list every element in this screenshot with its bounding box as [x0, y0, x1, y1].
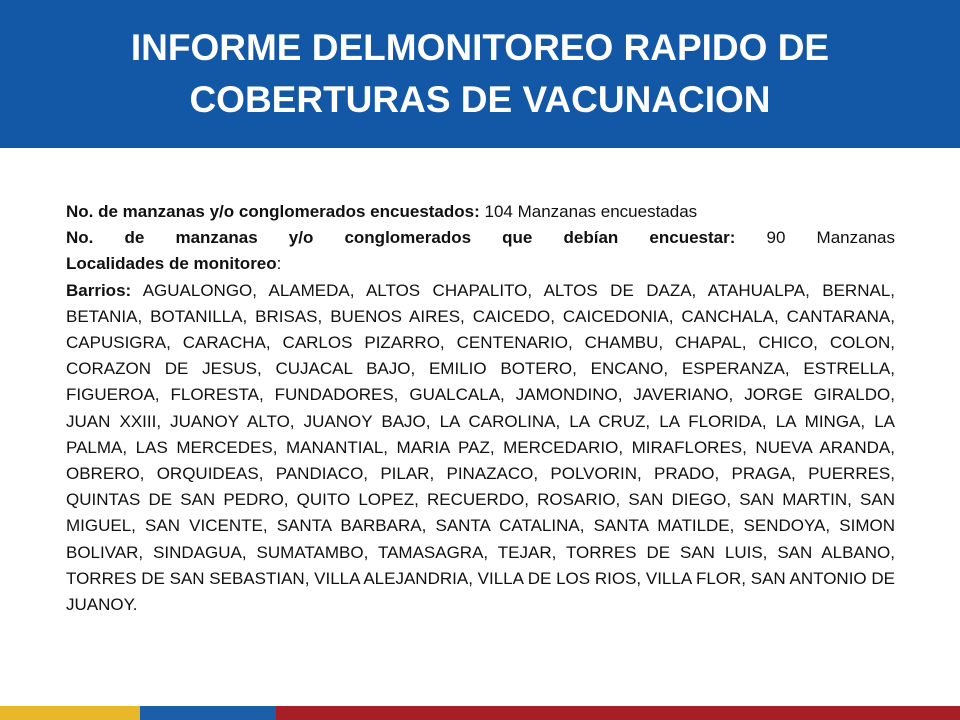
required-blocks-line	[66, 225, 895, 251]
footer-yellow-segment	[0, 706, 140, 720]
surveyed-blocks-label: No. de manzanas y/o conglomerados encuestados:	[66, 202, 480, 221]
localities-colon: :	[276, 254, 282, 274]
surveyed-blocks-value: 104 Manzanas encuestadas	[484, 202, 698, 221]
barrios-paragraph	[66, 278, 895, 619]
localities-label: Localidades de monitoreo	[66, 254, 277, 274]
footer-red-segment	[276, 706, 960, 720]
report-body	[66, 199, 895, 618]
required-blocks-value: 90 Manzanas	[766, 228, 895, 248]
required-blocks-label: No. de manzanas y/o conglomerados que debían encuestar:	[66, 228, 736, 248]
barrios-list: AGUALONGO, ALAMEDA, ALTOS CHAPALITO, ALTOS DE DAZA, ATAHUALPA, BERNAL, BETANIA, BOTANILLA, BRISAS, BUENOS AIRES, CAICEDO, CAICEDONIA, CANCHALA, CANTARANA, CAPUSIGRA, CARACHA, CARLOS PIZARRO, CENTENARIO, CHAMBU, CHAPAL, CHICO, COLON, CORAZON DE JESUS, CUJACAL BAJO, EMILIO BOTERO, ENCANO, ESPERANZA, ESTRELLA, FIGUEROA, FLORESTA, FUNDADORES, GUALCALA, JAMONDINO, JAVERIANO, JORGE GIRALDO, JUAN XXIII, JUANOY ALTO, JUANOY BAJO, LA CAROLINA, LA CRUZ, LA FLORIDA, LA MINGA, LA PALMA, LAS MERCEDES, MANANTIAL, MARIA PAZ, MERCEDARIO, MIRAFLORES, NUEVA ARANDA, OBRERO, ORQUIDEAS, PANDIACO, PILAR, PINAZACO, POLVORIN, PRADO, PRAGA, PUERRES, QUINTAS DE SAN PEDRO, QUITO LOPEZ, RECUERDO, ROSARIO, SAN DIEGO, SAN MARTIN, SAN MIGUEL, SAN VICENTE, SANTA BARBARA, SANTA CATALINA, SANTA MATILDE, SENDOYA, SIMON BOLIVAR, SINDAGUA, SUMATAMBO, TAMASAGRA, TEJAR, TORRES DE SAN LUIS, SAN ALBANO, TORRES DE SAN SEBASTIAN, VILLA ALEJANDRIA, VILLA DE LOS RIOS, VILLA FLOR, SAN ANTONIO DE JUANOY.	[66, 280, 895, 615]
barrios-label: Barrios:	[66, 280, 132, 300]
footer-blue-segment	[140, 706, 276, 720]
header-banner	[0, 0, 960, 148]
page-title	[131, 22, 829, 126]
title-line-1: INFORME DELMONITOREO RAPIDO DE	[130, 27, 830, 68]
localities-line	[66, 251, 895, 277]
title-line-2: COBERTURAS DE VACUNACION	[189, 79, 771, 120]
footer-color-bar	[0, 706, 960, 720]
surveyed-blocks-line	[66, 199, 895, 225]
